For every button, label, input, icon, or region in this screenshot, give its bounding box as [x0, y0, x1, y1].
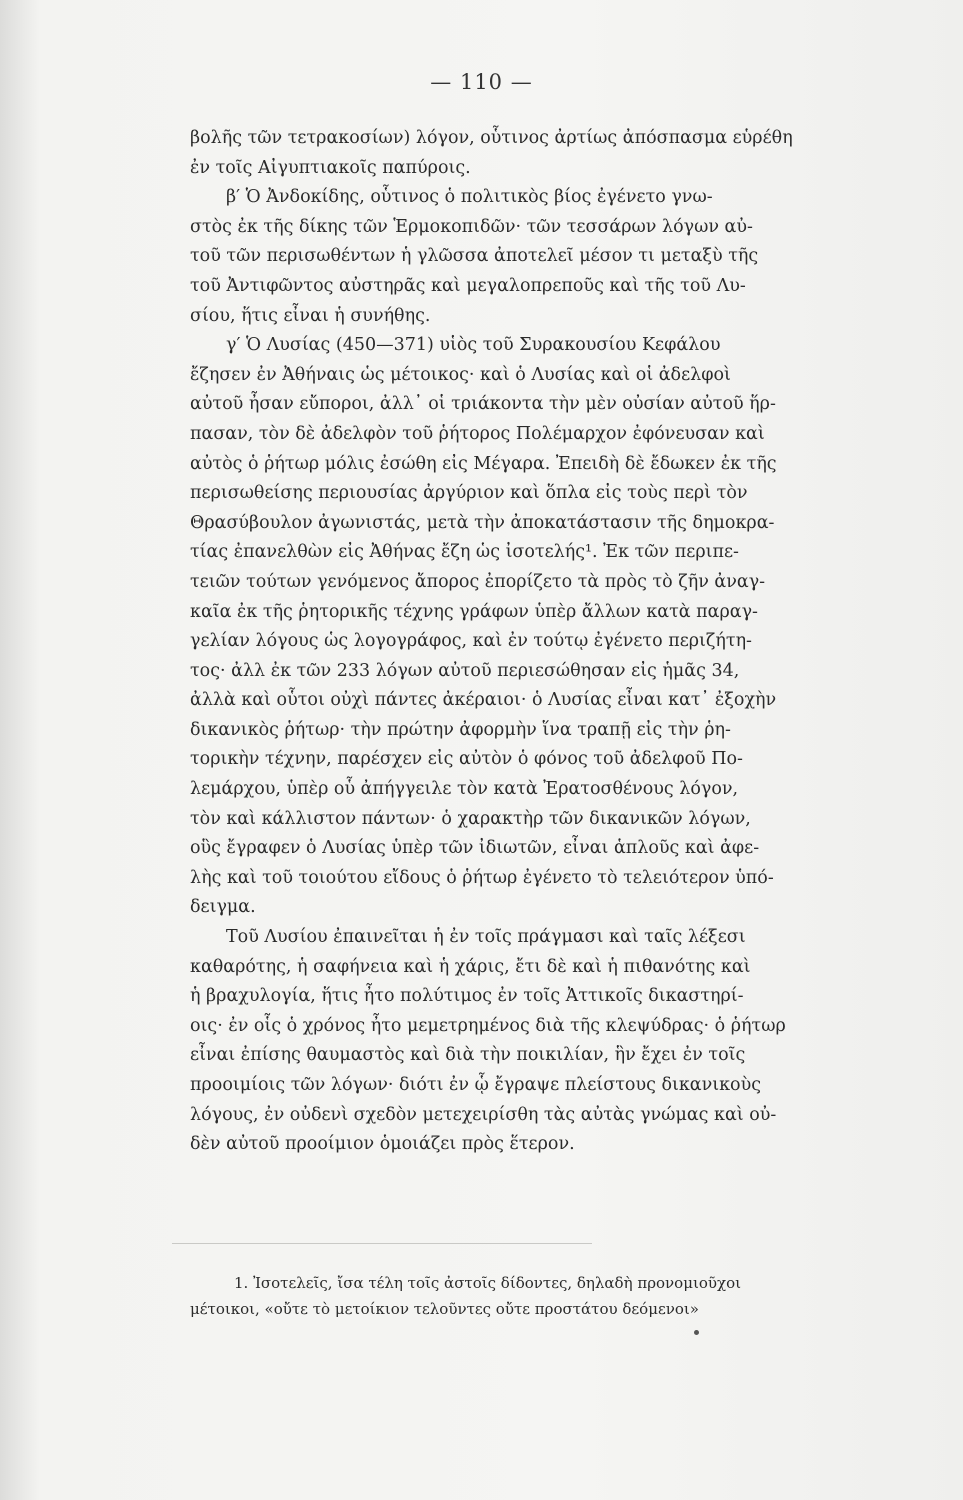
- text-line: τοῦ Ἀντιφῶντος αὐστηρᾶς καὶ μεγαλοπρεποῦς καὶ τῆς τοῦ Λυ-: [190, 275, 746, 296]
- text-line: ἔζησεν ἐν Ἀθήναις ὡς μέτοικος· καὶ ὁ Λυσίας καὶ οἱ ἀδελφοὶ: [190, 364, 731, 385]
- body-text: [190, 124, 902, 1160]
- text-line: σίου, ἥτις εἶναι ἡ συνήθης.: [190, 305, 431, 326]
- text-line: β′ Ὁ Ἀνδοκίδης, οὗτινος ὁ πολιτικὸς βίος ἐγένετο γνω-: [226, 187, 713, 208]
- text-line: δικανικὸς ῥήτωρ· τὴν πρώτην ἀφορμὴν ἵνα τραπῇ εἰς τὴν ῥη-: [190, 719, 731, 740]
- text-line: τειῶν τούτων γενόμενος ἄπορος ἐπορίζετο τὰ πρὸς τὸ ζῆν ἀναγ-: [190, 571, 766, 592]
- text-line: τίας ἐπανελθὼν εἰς Ἀθήνας ἔζη ὡς ἰσοτελής¹. Ἐκ τῶν περιπε-: [190, 542, 739, 563]
- text-line: αὐτοῦ ἦσαν εὔποροι, ἀλλ᾿ οἱ τριάκοντα τὴν μὲν οὐσίαν αὐτοῦ ἥρ-: [190, 394, 776, 415]
- text-line: προοιμίοις τῶν λόγων· διότι ἐν ᾧ ἔγραψε πλείστους δικανικοὺς: [190, 1075, 762, 1095]
- text-line: οις· ἐν οἷς ὁ χρόνος ἦτο μεμετρημένος διὰ τῆς κλεψύδρας· ὁ ῥήτωρ: [190, 1015, 786, 1036]
- text-line: Τοῦ Λυσίου ἐπαινεῖται ἡ ἐν τοῖς πράγμασι καὶ ταῖς λέξεσι: [226, 927, 746, 948]
- text-line: λόγους, ἐν οὐδενὶ σχεδὸν μετεχειρίσθη τὰς αὐτὰς γνώμας καὶ οὐ-: [190, 1104, 777, 1125]
- text-line: εἶναι ἐπίσης θαυμαστὸς καὶ διὰ τὴν ποικιλίαν, ἣν ἔχει ἐν τοῖς: [190, 1045, 746, 1066]
- text-line: στὸς ἐκ τῆς δίκης τῶν Ἑρμοκοπιδῶν· τῶν τεσσάρων λόγων αὐ-: [190, 216, 753, 237]
- text-line: τορικὴν τέχνην, παρέσχεν εἰς αὐτὸν ὁ φόνος τοῦ ἀδελφοῦ Πο-: [190, 749, 743, 770]
- text-line: γελίαν λόγους ὡς λογογράφος, καὶ ἐν τούτῳ ἐγένετο περιζήτη-: [190, 631, 752, 652]
- ink-spot: [694, 1330, 699, 1335]
- text-line: λεμάρχου, ὑπὲρ οὗ ἀπήγγειλε τὸν κατὰ Ἐρατοσθένους λόγον,: [190, 779, 739, 800]
- text-line: τος· ἀλλ ἐκ τῶν 233 λόγων αὐτοῦ περιεσώθησαν εἰς ἡμᾶς 34,: [190, 660, 740, 681]
- text-line: καῖα ἐκ τῆς ῥητορικῆς τέχνης γράφων ὑπὲρ ἄλλων κατὰ παραγ-: [190, 601, 758, 622]
- page-number: — 110 —: [430, 70, 533, 94]
- text-line: πασαν, τὸν δὲ ἀδελφὸν τοῦ ῥήτορος Πολέμαρχον ἐφόνευσαν καὶ: [190, 423, 765, 444]
- text-line: περισωθείσης περιουσίας ἀργύριον καὶ ὅπλα εἰς τοὺς περὶ τὸν: [190, 483, 748, 504]
- text-line: ἀλλὰ καὶ οὗτοι οὐχὶ πάντες ἀκέραιοι· ὁ Λυσίας εἶναι κατ᾿ ἐξοχὴν: [190, 690, 777, 711]
- text-line: οὓς ἔγραφεν ὁ Λυσίας ὑπὲρ τῶν ἰδιωτῶν, εἶναι ἁπλοῦς καὶ ἀφε-: [190, 838, 760, 859]
- text-line: γ′ Ὁ Λυσίας (450—371) υἱὸς τοῦ Συρακουσίου Κεφάλου: [226, 335, 721, 356]
- text-line: Θρασύβουλον ἀγωνιστάς, μετὰ τὴν ἀποκατάστασιν τῆς δημοκρα-: [190, 512, 775, 533]
- text-line: δειγμα.: [190, 897, 256, 918]
- text-line: αὐτὸς ὁ ῥήτωρ μόλις ἐσώθη εἰς Μέγαρα. Ἐπειδὴ δὲ ἔδωκεν ἐκ τῆς: [190, 453, 777, 474]
- text-line: δὲν αὐτοῦ προοίμιον ὁμοιάζει πρὸς ἕτερον.: [190, 1134, 575, 1155]
- text-line: τὸν καὶ κάλλιστον πάντων· ὁ χαρακτὴρ τῶν δικανικῶν λόγων,: [190, 808, 751, 829]
- text-line: ἐν τοῖς Αἰγυπτιακοῖς παπύροις.: [190, 157, 471, 178]
- footnote-line: μέτοικοι, «οὔτε τὸ μετοίκιον τελοῦντες οὔτε προστάτου δεόμενοι»: [190, 1300, 699, 1318]
- footnotes: [190, 1270, 900, 1322]
- footnote-divider: [172, 1243, 592, 1244]
- text-line: βολῆς τῶν τετρακοσίων) λόγον, οὗτινος ἀρτίως ἀπόσπασμα εὑρέθη: [190, 128, 793, 148]
- text-line: καθαρότης, ἡ σαφήνεια καὶ ἡ χάρις, ἔτι δὲ καὶ ἡ πιθανότης καὶ: [190, 956, 751, 977]
- text-line: τοῦ τῶν περισωθέντων ἡ γλῶσσα ἀποτελεῖ μέσον τι μεταξὺ τῆς: [190, 246, 759, 267]
- footnote-line: 1. Ἰσοτελεῖς, ἴσα τέλη τοῖς ἀστοῖς δίδοντες, δηλαδὴ προνομιοῦχοι: [234, 1274, 741, 1292]
- text-line: λὴς καὶ τοῦ τοιούτου εἴδους ὁ ῥήτωρ ἐγένετο τὸ τελειότερον ὑπό-: [190, 867, 774, 888]
- text-line: ἡ βραχυλογία, ἥτις ἦτο πολύτιμος ἐν τοῖς Ἀττικοῖς δικαστηρί-: [190, 986, 744, 1007]
